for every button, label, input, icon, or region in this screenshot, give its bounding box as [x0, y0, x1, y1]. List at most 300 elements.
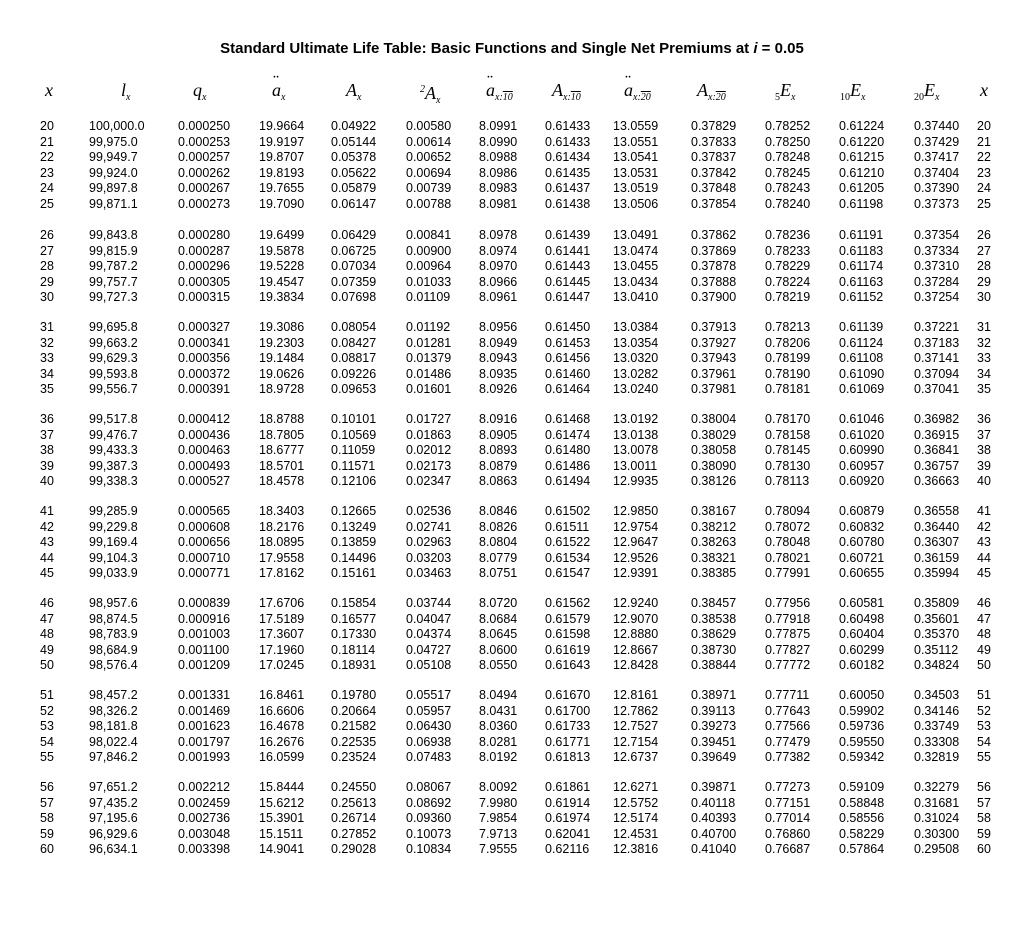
table-cell: 0.02741 [406, 519, 452, 534]
table-cell: 0.78224 [765, 274, 811, 289]
table-cell: 0.000608 [178, 519, 231, 534]
table-cell: 0.61486 [545, 458, 591, 473]
age-cell: 37 [40, 427, 54, 442]
age-cell: 48 [40, 627, 54, 641]
table-cell: 0.33308 [914, 734, 960, 749]
table-cell: 0.78094 [765, 504, 811, 518]
table-cell: 0.62041 [545, 826, 591, 841]
table-cell: 0.60655 [839, 566, 885, 580]
table-cell: 0.38090 [691, 458, 737, 473]
table-cell: 98,874.5 [89, 611, 138, 626]
table-cell: 0.001331 [178, 688, 231, 702]
table-cell: 0.35112 [914, 642, 959, 657]
age-cell: 56 [977, 780, 991, 794]
age-cell: 47 [40, 611, 54, 626]
table-cell: 0.01379 [406, 351, 452, 365]
age-cell: 26 [40, 228, 54, 242]
table-cell: 0.37943 [691, 351, 737, 365]
table-cell: 8.0751 [479, 566, 518, 580]
table-cell: 0.16577 [331, 611, 377, 626]
age-cell: 41 [40, 504, 54, 518]
table-cell: 0.000771 [178, 566, 231, 580]
table-cell: 16.4678 [259, 719, 305, 733]
table-cell: 99,663.2 [89, 335, 138, 350]
table-cell: 0.61468 [545, 412, 591, 426]
table-cell: 0.38321 [691, 550, 737, 565]
table-cell: 0.37429 [914, 134, 960, 149]
age-cell: 51 [977, 688, 991, 702]
table-cell: 8.0779 [479, 550, 518, 565]
table-cell: 14.9041 [259, 842, 305, 856]
table-cell: 0.61441 [545, 243, 591, 258]
table-cell: 0.003398 [178, 842, 231, 856]
table-cell: 0.37440 [914, 119, 960, 133]
table-cell: 0.37848 [691, 181, 737, 195]
table-cell: 13.0491 [613, 228, 659, 242]
table-cell: 0.10569 [331, 427, 377, 442]
age-cell: 32 [977, 335, 991, 350]
table-cell: 0.78206 [765, 335, 811, 350]
table-cell: 0.08692 [406, 795, 452, 810]
age-cell: 36 [977, 412, 991, 426]
table-cell: 0.61163 [839, 274, 884, 289]
table-cell: 0.38263 [691, 535, 737, 549]
table-cell: 96,634.1 [89, 842, 138, 856]
table-cell: 0.17330 [331, 627, 377, 641]
table-cell: 8.0990 [479, 134, 518, 149]
table-cell: 0.05879 [331, 181, 377, 195]
age-cell: 53 [977, 719, 991, 733]
table-cell: 0.61220 [839, 134, 885, 149]
table-cell: 0.38385 [691, 566, 737, 580]
table-cell: 97,846.2 [89, 750, 138, 764]
column-header: x [45, 80, 53, 100]
age-cell: 58 [977, 811, 991, 825]
table-cell: 99,843.8 [89, 228, 138, 242]
table-cell: 7.9980 [479, 795, 518, 810]
table-cell: 12.8667 [613, 642, 659, 657]
table-cell: 0.61480 [545, 443, 591, 457]
table-cell: 0.61547 [545, 566, 591, 580]
table-cell: 15.1511 [259, 826, 304, 841]
table-cell: 0.00739 [406, 181, 452, 195]
table-cell: 0.59550 [839, 734, 885, 749]
age-cell: 42 [40, 519, 54, 534]
table-cell: 0.002212 [178, 780, 231, 794]
table-cell: 0.06429 [331, 228, 377, 242]
table-cell: 0.04922 [331, 119, 377, 133]
table-cell: 99,517.8 [89, 412, 138, 426]
table-cell: 0.78048 [765, 535, 811, 549]
table-cell: 98,326.2 [89, 703, 138, 718]
table-cell: 0.60721 [839, 550, 885, 565]
table-cell: 0.05378 [331, 150, 377, 164]
table-cell: 19.7655 [259, 181, 305, 195]
table-cell: 0.61433 [545, 119, 591, 133]
table-cell: 8.0978 [479, 228, 518, 242]
table-cell: 0.76687 [765, 842, 811, 856]
age-cell: 31 [977, 320, 991, 334]
table-cell: 0.36663 [914, 474, 960, 488]
age-cell: 23 [977, 165, 991, 180]
table-cell: 0.61152 [839, 290, 884, 304]
table-cell: 0.000463 [178, 443, 231, 457]
table-cell: 0.01863 [406, 427, 452, 442]
table-cell: 0.02963 [406, 535, 452, 549]
table-cell: 13.0078 [613, 443, 659, 457]
table-cell: 0.38457 [691, 596, 737, 610]
age-cell: 21 [977, 134, 991, 149]
table-cell: 0.09360 [406, 811, 452, 825]
table-cell: 0.33749 [914, 719, 960, 733]
table-cell: 99,033.9 [89, 566, 138, 580]
table-cell: 0.001003 [178, 627, 231, 641]
table-cell: 0.61494 [545, 474, 591, 488]
table-cell: 0.05108 [406, 658, 452, 672]
table-cell: 0.34146 [914, 703, 960, 718]
table-cell: 99,338.3 [89, 474, 138, 488]
age-cell: 51 [40, 688, 54, 702]
table-cell: 8.0092 [479, 780, 518, 794]
table-cell: 13.0138 [613, 427, 659, 442]
age-cell: 54 [977, 734, 991, 749]
age-cell: 46 [977, 596, 991, 610]
table-cell: 99,169.4 [89, 535, 138, 549]
table-cell: 8.0961 [479, 290, 518, 304]
table-cell: 0.59109 [839, 780, 885, 794]
table-cell: 12.6737 [613, 750, 659, 764]
table-cell: 0.37961 [691, 366, 737, 381]
table-cell: 0.37878 [691, 259, 737, 273]
table-cell: 8.0281 [479, 734, 518, 749]
table-cell: 0.37310 [914, 259, 960, 273]
table-cell: 0.40393 [691, 811, 737, 825]
column-header: $A_x$ [346, 80, 362, 103]
table-cell: 0.61861 [545, 780, 591, 794]
table-cell: 99,975.0 [89, 134, 138, 149]
table-cell: 8.0943 [479, 351, 518, 365]
table-cell: 0.36558 [914, 504, 960, 518]
table-cell: 8.0974 [479, 243, 518, 258]
table-cell: 98,022.4 [89, 734, 138, 749]
table-cell: 0.38167 [691, 504, 737, 518]
table-cell: 0.77643 [765, 703, 811, 718]
age-cell: 53 [40, 719, 54, 733]
table-cell: 0.00652 [406, 150, 452, 164]
table-cell: 19.2303 [259, 335, 305, 350]
age-cell: 29 [977, 274, 991, 289]
table-cell: 0.07359 [331, 274, 377, 289]
table-cell: 0.002459 [178, 795, 231, 810]
table-cell: 0.00788 [406, 196, 452, 211]
table-cell: 13.0011 [613, 458, 658, 473]
table-cell: 12.5174 [613, 811, 659, 825]
table-cell: 0.61619 [545, 642, 591, 657]
table-cell: 0.61437 [545, 181, 591, 195]
age-cell: 37 [977, 427, 991, 442]
table-cell: 8.0826 [479, 519, 518, 534]
table-cell: 0.78145 [765, 443, 811, 457]
table-cell: 0.61090 [839, 366, 885, 381]
table-cell: 0.04374 [406, 627, 452, 641]
table-cell: 99,629.3 [89, 351, 138, 365]
table-cell: 0.02536 [406, 504, 452, 518]
age-cell: 21 [40, 134, 54, 149]
table-cell: 99,695.8 [89, 320, 138, 334]
table-cell: 17.9558 [259, 550, 305, 565]
table-cell: 0.77991 [765, 566, 811, 580]
table-cell: 0.34824 [914, 658, 960, 672]
table-cell: 0.000412 [178, 412, 231, 426]
table-cell: 0.78233 [765, 243, 811, 258]
table-cell: 0.77479 [765, 734, 811, 749]
table-cell: 0.60050 [839, 688, 885, 702]
table-cell: 0.37842 [691, 165, 737, 180]
table-cell: 13.0192 [613, 412, 659, 426]
table-cell: 12.9935 [613, 474, 659, 488]
table-cell: 0.00841 [406, 228, 452, 242]
table-cell: 0.61205 [839, 181, 885, 195]
table-cell: 8.0192 [479, 750, 518, 764]
table-cell: 17.3607 [259, 627, 305, 641]
table-cell: 13.0531 [613, 165, 659, 180]
table-cell: 100,000.0 [89, 119, 145, 133]
table-cell: 98,457.2 [89, 688, 138, 702]
table-cell: 0.001993 [178, 750, 231, 764]
table-cell: 0.78113 [765, 474, 810, 488]
table-cell: 0.002736 [178, 811, 231, 825]
table-cell: 0.000315 [178, 290, 231, 304]
table-cell: 0.78248 [765, 150, 811, 164]
table-cell: 8.0983 [479, 181, 518, 195]
column-header: $q_x$ [193, 80, 207, 103]
table-cell: 0.38730 [691, 642, 737, 657]
table-cell: 13.0455 [613, 259, 659, 273]
table-cell: 0.001797 [178, 734, 231, 749]
table-cell: 0.14496 [331, 550, 377, 565]
table-cell: 0.39451 [691, 734, 737, 749]
table-cell: 0.61502 [545, 504, 591, 518]
table-cell: 0.35994 [914, 566, 960, 580]
table-cell: 19.8707 [259, 150, 305, 164]
table-cell: 0.23524 [331, 750, 377, 764]
table-cell: 0.10073 [406, 826, 452, 841]
table-cell: 0.37094 [914, 366, 960, 381]
table-cell: 13.0410 [613, 290, 659, 304]
table-cell: 8.0863 [479, 474, 518, 488]
table-cell: 0.01727 [406, 412, 452, 426]
table-cell: 16.6606 [259, 703, 305, 718]
table-cell: 8.0935 [479, 366, 518, 381]
table-cell: 0.20664 [331, 703, 377, 718]
age-cell: 22 [977, 150, 991, 164]
table-cell: 0.000839 [178, 596, 231, 610]
table-cell: 0.06430 [406, 719, 452, 733]
table-cell: 0.78243 [765, 181, 811, 195]
table-cell: 0.61474 [545, 427, 591, 442]
table-cell: 0.61433 [545, 134, 591, 149]
table-cell: 0.000327 [178, 320, 231, 334]
table-cell: 0.00900 [406, 243, 452, 258]
table-cell: 0.37862 [691, 228, 737, 242]
table-cell: 0.60182 [839, 658, 885, 672]
table-cell: 0.78240 [765, 196, 811, 211]
column-header: ¨ $a_{x:20}$ [624, 74, 651, 106]
table-cell: 0.37183 [914, 335, 960, 350]
table-cell: 0.61198 [839, 196, 884, 211]
table-cell: 0.37221 [914, 320, 960, 334]
table-cell: 97,195.6 [89, 811, 138, 825]
table-cell: 7.9854 [479, 811, 518, 825]
table-cell: 16.8461 [259, 688, 305, 702]
table-cell: 19.4547 [259, 274, 305, 289]
table-cell: 7.9713 [479, 826, 518, 841]
column-header: x [980, 80, 988, 100]
table-cell: 12.5752 [613, 795, 659, 810]
age-cell: 39 [977, 458, 991, 473]
age-cell: 20 [40, 119, 54, 133]
table-cell: 0.59342 [839, 750, 885, 764]
table-cell: 0.18931 [331, 658, 377, 672]
table-cell: 0.31024 [914, 811, 960, 825]
table-cell: 13.0354 [613, 335, 659, 350]
table-cell: 0.38004 [691, 412, 737, 426]
table-cell: 0.61562 [545, 596, 591, 610]
table-cell: 0.06725 [331, 243, 377, 258]
table-cell: 0.61598 [545, 627, 591, 641]
table-cell: 13.0384 [613, 320, 659, 334]
table-cell: 0.77956 [765, 596, 811, 610]
table-cell: 8.0600 [479, 642, 518, 657]
age-cell: 50 [977, 658, 991, 672]
table-cell: 0.61813 [545, 750, 591, 764]
age-cell: 23 [40, 165, 54, 180]
table-cell: 0.38126 [691, 474, 737, 488]
table-cell: 0.61438 [545, 196, 591, 211]
table-cell: 0.37869 [691, 243, 737, 258]
table-cell: 0.61443 [545, 259, 591, 273]
table-cell: 0.59736 [839, 719, 885, 733]
table-cell: 0.61447 [545, 290, 591, 304]
table-cell: 99,871.1 [89, 196, 138, 211]
table-cell: 0.35601 [914, 611, 960, 626]
table-cell: 0.58229 [839, 826, 885, 841]
table-cell: 0.61183 [839, 243, 884, 258]
age-cell: 44 [40, 550, 54, 565]
table-cell: 0.35809 [914, 596, 960, 610]
column-header: $A_{x:10}$ [552, 80, 581, 103]
age-cell: 52 [40, 703, 54, 718]
age-cell: 52 [977, 703, 991, 718]
table-cell: 12.8428 [613, 658, 659, 672]
table-cell: 0.27852 [331, 826, 377, 841]
table-cell: 0.37373 [914, 196, 960, 211]
table-cell: 0.13859 [331, 535, 377, 549]
age-cell: 38 [40, 443, 54, 457]
table-cell: 0.37404 [914, 165, 960, 180]
table-cell: 0.61434 [545, 150, 591, 164]
age-cell: 49 [40, 642, 54, 657]
age-cell: 45 [977, 566, 991, 580]
table-cell: 8.0988 [479, 150, 518, 164]
age-cell: 28 [977, 259, 991, 273]
column-header: $_5E_x$ [775, 80, 796, 103]
table-cell: 8.0905 [479, 427, 518, 442]
table-cell: 0.61643 [545, 658, 591, 672]
table-cell: 13.0474 [613, 243, 659, 258]
table-cell: 0.40118 [691, 795, 736, 810]
table-cell: 0.61456 [545, 351, 591, 365]
table-cell: 0.77772 [765, 658, 811, 672]
table-cell: 13.0519 [613, 181, 659, 195]
age-cell: 24 [40, 181, 54, 195]
table-cell: 17.5189 [259, 611, 305, 626]
age-cell: 39 [40, 458, 54, 473]
table-cell: 0.35370 [914, 627, 960, 641]
table-cell: 18.3403 [259, 504, 305, 518]
age-cell: 55 [977, 750, 991, 764]
age-cell: 28 [40, 259, 54, 273]
table-cell: 0.57864 [839, 842, 885, 856]
table-cell: 0.00580 [406, 119, 452, 133]
table-cell: 18.7805 [259, 427, 305, 442]
table-cell: 0.61139 [839, 320, 884, 334]
table-cell: 0.40700 [691, 826, 737, 841]
table-cell: 0.13249 [331, 519, 377, 534]
table-cell: 12.9391 [613, 566, 659, 580]
age-cell: 55 [40, 750, 54, 764]
table-cell: 0.00694 [406, 165, 452, 180]
table-cell: 0.61460 [545, 366, 591, 381]
table-cell: 0.000341 [178, 335, 231, 350]
table-cell: 0.37927 [691, 335, 737, 350]
table-cell: 0.34503 [914, 688, 960, 702]
age-cell: 22 [40, 150, 54, 164]
table-cell: 0.60957 [839, 458, 885, 473]
age-cell: 40 [977, 474, 991, 488]
age-cell: 30 [40, 290, 54, 304]
table-cell: 0.29508 [914, 842, 960, 856]
table-cell: 0.18114 [331, 642, 376, 657]
table-cell: 0.02012 [406, 443, 452, 457]
table-cell: 0.001100 [178, 642, 230, 657]
age-cell: 25 [977, 196, 991, 211]
table-cell: 0.36982 [914, 412, 960, 426]
table-cell: 13.0506 [613, 196, 659, 211]
table-cell: 7.9555 [479, 842, 518, 856]
table-cell: 8.0431 [479, 703, 518, 718]
table-cell: 13.0240 [613, 382, 659, 396]
table-cell: 0.58848 [839, 795, 885, 810]
age-cell: 33 [40, 351, 54, 365]
table-cell: 19.9664 [259, 119, 305, 133]
table-cell: 0.05622 [331, 165, 377, 180]
table-cell: 0.76860 [765, 826, 811, 841]
table-cell: 0.02173 [406, 458, 452, 473]
table-cell: 18.0895 [259, 535, 305, 549]
table-cell: 8.0916 [479, 412, 518, 426]
table-cell: 99,949.7 [89, 150, 138, 164]
table-cell: 8.0926 [479, 382, 518, 396]
table-cell: 0.78213 [765, 320, 811, 334]
table-cell: 0.61439 [545, 228, 591, 242]
table-cell: 0.36440 [914, 519, 960, 534]
table-cell: 0.000436 [178, 427, 231, 442]
table-cell: 0.38971 [691, 688, 737, 702]
age-cell: 33 [977, 351, 991, 365]
table-cell: 0.09226 [331, 366, 377, 381]
table-cell: 0.37284 [914, 274, 960, 289]
